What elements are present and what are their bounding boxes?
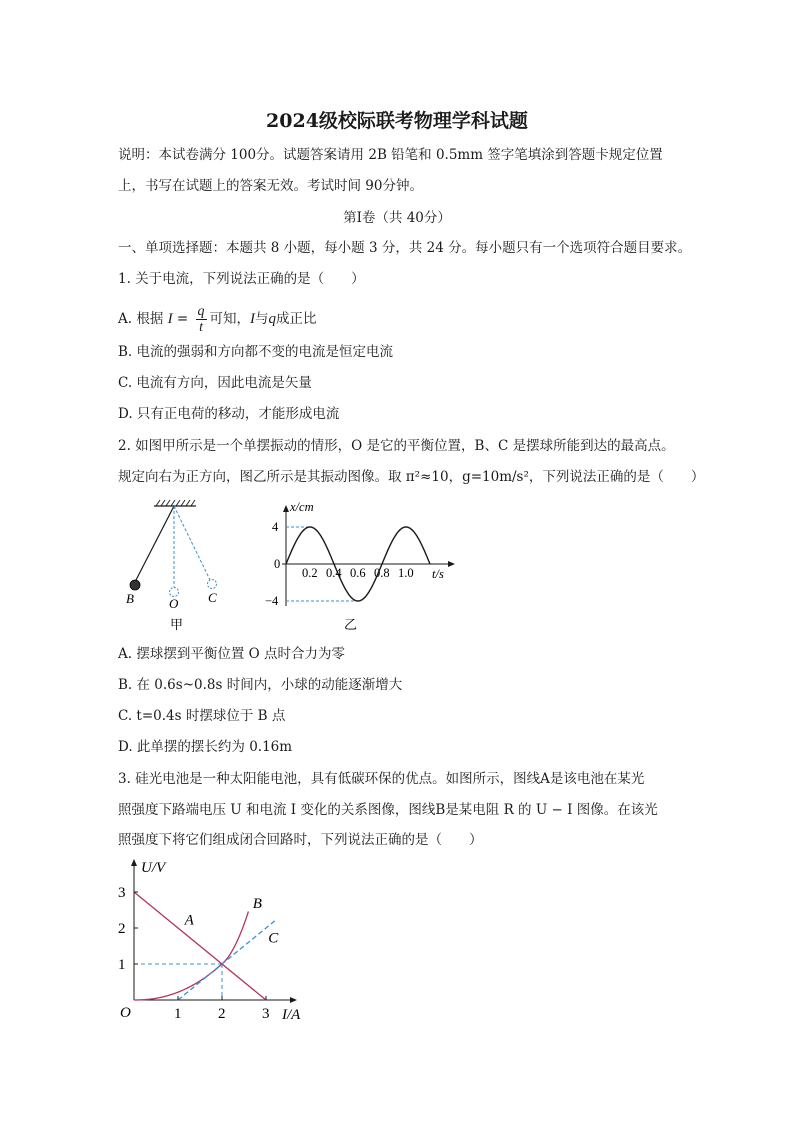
question-3-stem-line-1: 3. 硅光电池是一种太阳能电池，具有低碳环保的优点。如图所示，图线A是该电池在某光 [118, 771, 645, 787]
ceiling-hatching [156, 500, 195, 506]
question-1-option-c: C. 电流有方向，因此电流是矢量 [118, 375, 312, 391]
x-tick-label: 1.0 [398, 566, 414, 580]
question-1-option-a [118, 304, 317, 335]
series-label-b: B [252, 896, 262, 913]
question-3-stem-line-3: 照强度下将它们组成闭合回路时，下列说法正确的是（ ） [118, 832, 483, 848]
x-tick-label: 0.8 [374, 566, 390, 580]
section-instructions: 一、单项选择题：本题共 8 小题，每小题 3 分，共 24 分。每小题只有一个选项符合题目要求。 [118, 240, 692, 256]
y-tick-label: 1 [118, 957, 126, 973]
y-tick-label: 4 [272, 520, 279, 534]
ui-graph [114, 852, 324, 1032]
option-a-prefix: A. 根据 [118, 311, 164, 327]
exam-notes-line-2: 上，书写在试题上的答案无效。考试时间 90分钟。 [118, 178, 423, 194]
fraction-numerator: q [197, 304, 205, 319]
x-tick-label: 3 [262, 1006, 270, 1022]
page-title: 2024级校际联考物理学科试题 [266, 110, 528, 132]
series-line-c [178, 921, 275, 1000]
series-label-c: C [268, 930, 279, 947]
y-tick-label: 2 [118, 921, 126, 937]
y-axis-label: x/cm [290, 500, 314, 514]
label-o: O [169, 596, 179, 611]
fraction-denominator: t [199, 320, 203, 335]
origin-label-o: O [120, 1005, 131, 1021]
question-2-option-a: A. 摆球摆到平衡位置 O 点时合力为零 [118, 646, 345, 662]
pendulum-figure [120, 496, 240, 636]
figure-jia-caption: 甲 [170, 617, 184, 632]
var-charge-q: q [268, 311, 277, 327]
question-1-option-b: B. 电流的强弱和方向都不变的电流是恒定电流 [118, 344, 394, 360]
question-2-stem-line-2: 规定向右为正方向，图乙所示是其振动图像。取 π²≈10，g=10m/s²，下列说法正确的是（ ） [118, 469, 705, 485]
x-axis-label: t/s [432, 567, 444, 581]
option-a-middle-text: 可知， [209, 311, 251, 327]
exam-notes-line-1: 说明：本试卷满分 100分。试题答案请用 2B 铅笔和 0.5mm 签字笔填涂到答题卡规定位置 [118, 147, 663, 163]
y-tick-label: −4 [265, 594, 279, 608]
question-3-stem-line-2: 照强度下路端电压 U 和电流 I 变化的关系图像，图线B是某电阻 R 的 U − I 图像。在该光 [118, 802, 658, 818]
question-2-stem-line-1: 2. 如图甲所示是一个单摆振动的情形，O 是它的平衡位置，B、C 是摆球所能到达的最高点。 [118, 438, 675, 454]
fraction-q-over-t [196, 304, 207, 335]
option-a-and: 与 [255, 311, 269, 327]
var-current-i: I [167, 311, 173, 327]
vibration-graph [264, 496, 464, 636]
x-tick-label: 0.2 [302, 566, 318, 580]
label-c: C [208, 590, 217, 605]
equals-sign: = [172, 311, 193, 327]
figure-yi-caption: 乙 [344, 617, 358, 632]
var-current-i-2: I [250, 311, 256, 327]
y-tick-label: 3 [118, 885, 126, 901]
i-axis-label: I/A [282, 1007, 301, 1023]
x-tick-label: 0.4 [326, 566, 342, 580]
question-1-stem: 1. 关于电流，下列说法正确的是（ ） [118, 271, 365, 287]
section-title: 第Ⅰ卷（共 40分） [343, 210, 451, 226]
question-2-option-b: B. 在 0.6s~0.8s 时间内，小球的动能逐渐增大 [118, 677, 403, 693]
pendulum-bob-c [208, 580, 217, 589]
origin-label: 0 [274, 557, 281, 571]
pendulum-string-b [135, 506, 174, 582]
x-tick-label: 1 [174, 1006, 182, 1022]
label-b: B [126, 591, 134, 606]
pendulum-string-c [174, 506, 210, 580]
series-label-a: A [184, 912, 194, 929]
question-1-option-d: D. 只有正电荷的移动，才能形成电流 [118, 406, 340, 422]
question-2-option-d: D. 此单摆的摆长约为 0.16m [118, 739, 293, 755]
u-axis-label: U/V [141, 860, 166, 876]
pendulum-bob-b [130, 580, 140, 590]
x-tick-label: 2 [218, 1006, 226, 1022]
series-line-a [134, 892, 266, 1000]
option-a-suffix: 成正比 [276, 311, 317, 327]
question-2-option-c: C. t=0.4s 时摆球位于 B 点 [118, 708, 286, 724]
x-tick-label: 0.6 [350, 566, 366, 580]
